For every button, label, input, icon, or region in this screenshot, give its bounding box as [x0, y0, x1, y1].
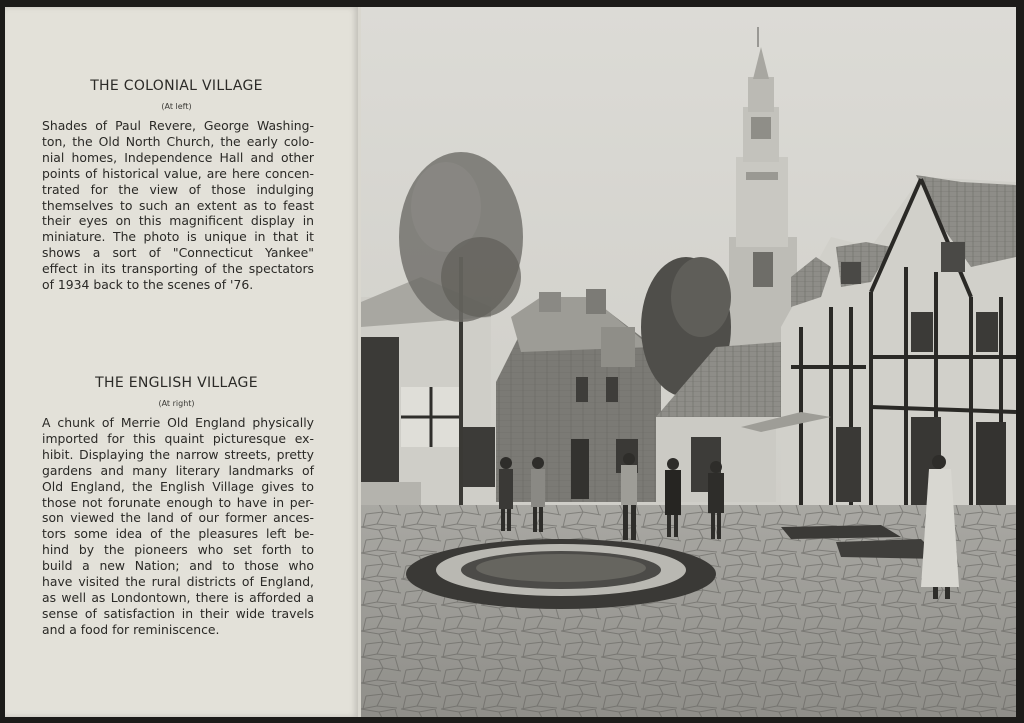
colonial-village-heading: THE COLONIAL VILLAGE: [90, 78, 263, 94]
english-village-heading: THE ENGLISH VILLAGE: [95, 375, 258, 391]
text-line: miniature. The photo is unique in that it: [42, 229, 314, 245]
text-line: points of historical value, are here concen-: [42, 165, 314, 181]
text-line: trated for the view of those indulging: [42, 181, 314, 197]
text-line: sense of satisfaction in their wide travels: [42, 605, 314, 621]
text-line: shows a sort of "Connecticut Yankee": [42, 245, 314, 261]
text-line: and a food for reminiscence.: [42, 621, 220, 637]
text-line: of 1934 back to the scenes of '76.: [42, 277, 254, 293]
text-line: nial homes, Independence Hall and other: [42, 149, 314, 165]
text-line: hibit. Displaying the narrow streets, pretty: [42, 446, 314, 462]
text-line: themselves to such an extent as to feast: [42, 197, 314, 213]
text-line: those not forunate enough to have in per-: [42, 494, 314, 510]
text-line: hind by the pioneers who set forth to: [42, 542, 314, 558]
text-line: as well as Londontown, there is afforded a: [42, 589, 314, 605]
fountain-pool: [406, 539, 716, 609]
colonial-village-text: [42, 118, 314, 293]
english-village-text: [42, 415, 314, 638]
text-line: tors some idea of the pleasures left be-: [42, 526, 314, 542]
text-line: A chunk of Merrie Old England physically: [42, 415, 314, 430]
text-line: effect in its transporting of the spectators: [42, 261, 314, 277]
text-line: Old England, the English Village gives to: [42, 478, 314, 494]
text-line: imported for this quaint picturesque ex-: [42, 430, 314, 446]
english-village-photo: [361, 7, 1016, 717]
text-line: build a new Nation; and to those who: [42, 558, 314, 574]
text-line: gardens and many literary landmarks of: [42, 462, 314, 478]
english-position-note: (At right): [158, 399, 195, 408]
text-line: have visited the rural districts of England,: [42, 574, 314, 590]
text-line: their eyes on this magnificent display in: [42, 213, 314, 229]
text-line: son viewed the land of our former ances-: [42, 510, 314, 526]
colonial-position-note: (At left): [161, 102, 192, 111]
garden-bed: [781, 525, 901, 539]
text-line: ton, the Old North Church, the early colo-: [42, 133, 314, 149]
text-line: Shades of Paul Revere, George Washing-: [42, 118, 314, 133]
